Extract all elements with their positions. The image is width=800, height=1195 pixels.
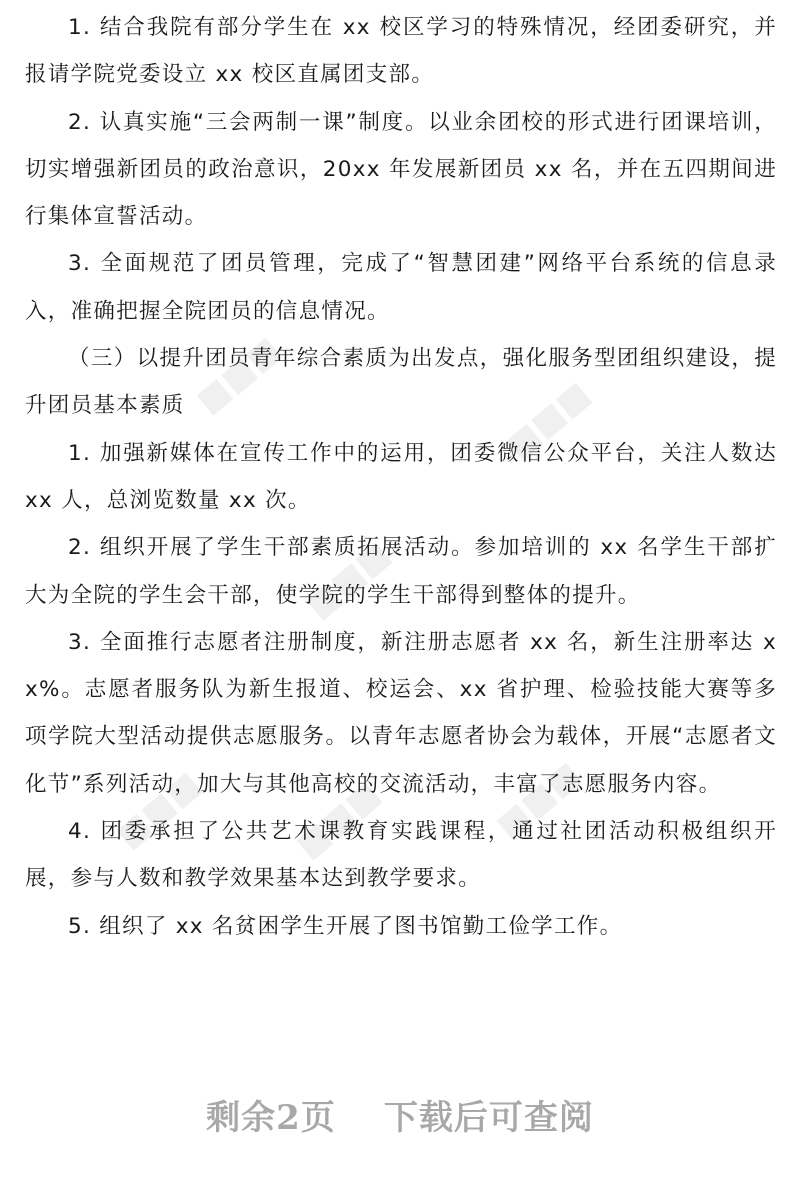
section-heading: （三）以提升团员青年综合素质为出发点，强化服务型团组织建设，提升团员基本素质 (25, 346, 777, 419)
paragraph: 3. 全面规范了团员管理，完成了“智慧团建”网络平台系统的信息录入，准确把握全院团员的信息情况。 (25, 251, 777, 324)
paragraph: 5. 组织了 xx 名贫困学生开展了图书馆勤工俭学工作。 (68, 913, 623, 939)
watermark-mark: ■■■ (188, 328, 288, 422)
paragraph: 1. 加强新媒体在宣传工作中的运用，团委微信公众平台，关注人数达 xx 人，总浏览数量 xx 次。 (25, 440, 777, 513)
download-prompt[interactable] (0, 1090, 800, 1139)
document-body (25, 4, 777, 950)
watermark-mark: ■■■ (498, 373, 598, 467)
paragraph: 4. 团委承担了公共艺术课教育实践课程，通过社团活动积极组织开展，参与人数和教学效果基本达到教学要求。 (25, 819, 777, 892)
watermark-mark: ■■■ (298, 533, 398, 627)
paragraph: 2. 组织开展了学生干部素质拓展活动。参加培训的 xx 名学生干部扩大为全院的学生会干部，使学院的学生干部得到整体的提升。 (25, 535, 777, 608)
download-to-view-label: 下载后可查阅 (383, 1098, 594, 1138)
watermark-mark: ■■■ (108, 763, 208, 857)
watermark-mark: ■■■ (288, 773, 388, 867)
remaining-pages-label: 剩余2页 (206, 1098, 336, 1138)
paragraph: 2. 认真实施“三会两制一课”制度。以业余团校的形式进行团课培训，切实增强新团员的政治意识，20xx 年发展新团员 xx 名，并在五四期间进行集体宣誓活动。 (25, 109, 777, 230)
paragraph: 3. 全面推行志愿者注册制度，新注册志愿者 xx 名，新生注册率达 xx%。志愿者服务队为新生报道、校运会、xx 省护理、检验技能大赛等多项学院大型活动提供志愿服务。以青年志愿者协会为载体，开展“志愿者文化节”系列活动，加大与其他高校的交流活动，丰富了志愿服务内容。 (25, 629, 777, 797)
paragraph: 1. 结合我院有部分学生在 xx 校区学习的特殊情况，经团委研究，并报请学院党委设立 xx 校区直属团支部。 (25, 15, 777, 88)
watermark-mark: ■■■ (488, 753, 588, 847)
